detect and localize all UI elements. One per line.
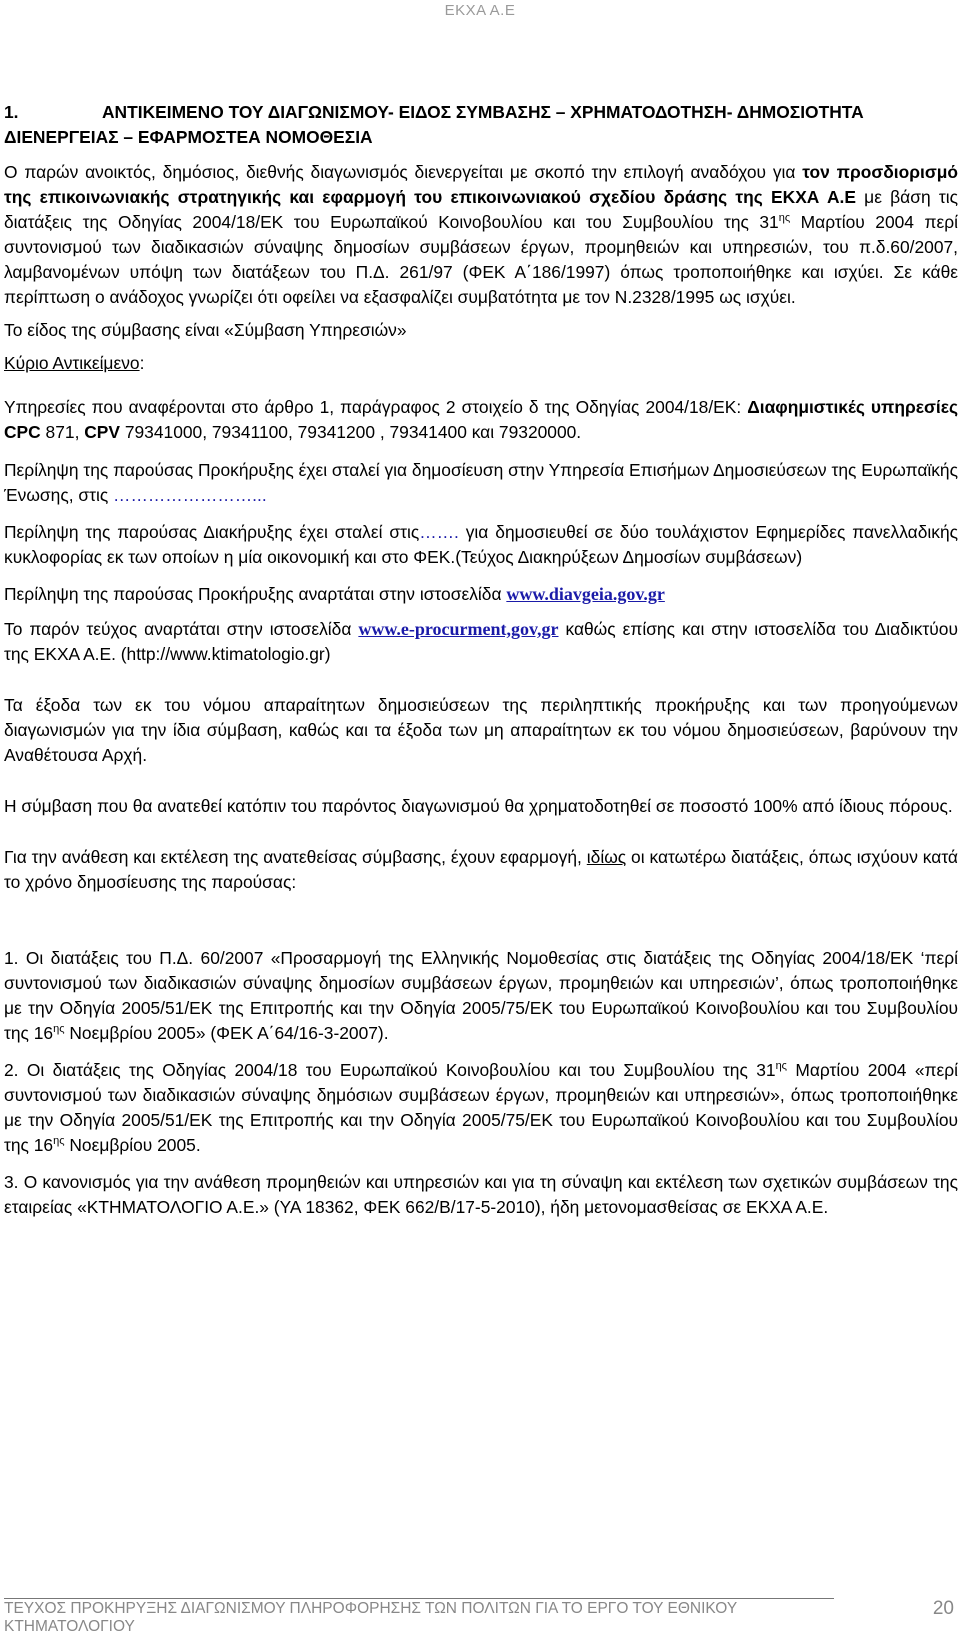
page-header: ΕΚΧΑ Α.Ε	[444, 2, 516, 19]
eprocurement-text-2: καθώς επίσης και στην ιστοσελίδα του Διαδικτύου της ΕΚΧΑ Α.Ε. (http://www.ktimatologio.gr)	[4, 619, 958, 664]
main-object-colon: :	[139, 353, 145, 373]
item-2-sup: ης	[775, 1060, 787, 1072]
intro-text-2: με βάση τις διατάξεις της Οδηγίας 2004/18/ΕΚ του Ευρωπαϊκού Κοινοβουλίου και του Συμβουλίου της 31	[4, 187, 958, 232]
services-text-1: Υπηρεσίες που αναφέρονται στο άρθρο 1, παράγραφος 2 στοιχείο δ της Οδηγίας 2004/18/ΕΚ:	[4, 397, 748, 417]
eprocurement-paragraph	[4, 617, 958, 667]
page-number: 20	[932, 1598, 954, 1619]
eprocurement-text-1: Το παρόν τεύχος αναρτάται στην ιστοσελίδα	[4, 619, 359, 639]
intro-paragraph	[4, 160, 958, 310]
intro-bold: τον προσδιορισμό της επικοινωνιακής στρατηγικής και εφαρμογή του επικοινωνιακού σχεδίου δράσης της ΕΚΧΑ Α.Ε	[4, 162, 958, 207]
section-heading	[4, 100, 958, 150]
summary-press-dots: …….	[419, 522, 459, 542]
intro-sup: ης	[778, 212, 791, 224]
eprocurement-link[interactable]: www.e-procurment,gov,gr	[358, 619, 559, 639]
diavgeia-text: Περίληψη της παρούσας Προκήρυξης αναρτάται στην ιστοσελίδα	[4, 584, 507, 604]
applicable-underlined: ιδίως	[586, 847, 627, 867]
item-2-text-1: 2. Οι διατάξεις της Οδηγίας 2004/18 του Ευρωπαϊκού Κοινοβουλίου και του Συμβουλίου της 31	[4, 1060, 776, 1080]
summary-eu-dots: ……………………...	[113, 485, 267, 505]
intro-text-3: Μαρτίου 2004 περί συντονισμού των διαδικασιών σύναψης δημοσίων συμβάσεων έργων, προμηθειών και υπηρεσιών, του π.δ.60/2007, λαμβανομένων υπόψη των διατάξεων του Π.Δ. 261/97 (ΦΕΚ Α΄186/1997) όπως τροποποιήθηκε και ισχύει. Σε κάθε περίπτωση ο ανάδοχος γνωρίζει ότι οφείλει να εξασφαλίζει συμβατότητα με τον Ν.2328/1995 ως ισχύει.	[4, 212, 958, 307]
applicable-text-1: Για την ανάθεση και εκτέλεση της ανατεθείσας σύμβασης, έχουν εφαρμογή,	[4, 847, 587, 867]
item-2-sup-2: ης	[53, 1135, 65, 1147]
footer-divider	[4, 1598, 834, 1599]
summary-press-text-2: για δημοσιευθεί σε δύο τουλάχιστον Εφημερίδες πανελλαδικής κυκλοφορίας εκ των οποίων η μία οικονομική και στο ΦΕΚ.(Τεύχος Διακηρύξεων Δημοσίων συμβάσεων)	[4, 522, 958, 567]
summary-eu-paragraph	[4, 458, 958, 508]
summary-eu-text: Περίληψη της παρούσας Προκήρυξης έχει σταλεί για δημοσίευση στην Υπηρεσία Επισήμων Δημοσιεύσεων της Ευρωπαϊκής Ένωσης, στις	[4, 460, 958, 505]
applicable-paragraph	[4, 845, 958, 895]
services-bold-1: Διαφημιστικές υπηρεσίες CPC	[4, 397, 958, 442]
list-item	[4, 946, 958, 1046]
item-2-text-2: Μαρτίου 2004 «περί συντονισμού των διαδικασιών σύναψης δημόσιων συμβάσεων έργων, προμηθειών και υπηρεσιών», όπως τροποποιήθηκε με την Οδηγία 2005/51/ΕΚ της Επιτροπής και την Οδηγία 2005/75/ΕΚ του Ευρωπαϊκού Κοινοβουλίου και του Συμβουλίου της 16	[4, 1060, 959, 1155]
diavgeia-link[interactable]: www.diavgeia.gov.gr	[506, 584, 665, 604]
services-bold-2: CPV	[84, 422, 120, 442]
document-body	[4, 100, 958, 1220]
footer-text: ΤΕΥΧΟΣ ΠΡΟΚΗΡΥΞΗΣ ΔΙΑΓΩΝΙΣΜΟΥ ΠΛΗΡΟΦΟΡΗΣΗΣ ΤΩΝ ΠΟΛΙΤΩΝ ΓΙΑ ΤΟ ΕΡΓΟ ΤΟΥ ΕΘΝΙΚΟΥ ΚΤΗΜΑΤΟΛΟΓΙΟΥ	[4, 1600, 737, 1635]
services-text-2: 871,	[40, 422, 85, 442]
financing-paragraph: Η σύμβαση που θα ανατεθεί κατόπιν του παρόντος διαγωνισμού θα χρηματοδοτηθεί σε ποσοστό 100% από ίδιους πόρους.	[4, 796, 953, 816]
list-item	[4, 1058, 958, 1158]
contract-type: Το είδος της σύμβασης είναι «Σύμβαση Υπηρεσιών»	[4, 320, 407, 340]
item-1-text-2: Νοεμβρίου 2005» (ΦΕΚ Α΄64/16-3-2007).	[64, 1023, 389, 1043]
intro-text-1: Ο παρών ανοικτός, δημόσιος, διεθνής διαγωνισμός διενεργείται με σκοπό την επιλογή αναδόχου για	[4, 162, 803, 182]
diavgeia-paragraph	[4, 582, 958, 607]
services-paragraph	[4, 395, 958, 445]
costs-paragraph: Τα έξοδα των εκ του νόμου απαραίτητων δημοσιεύσεων της περιληπτικής προκήρυξης και των προηγούμενων διαγωνισμών για την ίδια σύμβαση, καθώς και τα έξοδα των μη απαραίτητων εκ του νόμου δημοσιεύσεων, βαρύνουν την Αναθέτουσα Αρχή.	[4, 695, 958, 765]
summary-press-paragraph	[4, 520, 958, 570]
services-text-3: 79341000, 79341100, 79341200 , 79341400 και 79320000.	[120, 422, 582, 442]
summary-press-text-1: Περίληψη της παρούσας Διακήρυξης έχει σταλεί στις	[4, 522, 420, 542]
applicable-text-2: οι κατωτέρω διατάξεις, όπως ισχύουν κατά το χρόνο δημοσίευσης της παρούσας:	[4, 847, 958, 892]
section-title: ΑΝΤΙΚΕΙΜΕΝΟ ΤΟΥ ΔΙΑΓΩΝΙΣΜΟΥ- ΕΙΔΟΣ ΣΥΜΒΑΣΗΣ – ΧΡΗΜΑΤΟΔΟΤΗΣΗ- ΔΗΜΟΣΙΟΤΗΤΑ ΔΙΕΝΕΡΓΕΙΑΣ – ΕΦΑΡΜΟΣΤΕΑ ΝΟΜΟΘΕΣΙΑ	[4, 102, 864, 147]
item-1-sup: ης	[53, 1023, 65, 1035]
section-number: 1.	[4, 102, 19, 122]
main-object-line	[4, 351, 958, 376]
item-1-text-1: 1. Οι διατάξεις του Π.Δ. 60/2007 «Προσαρμογή της Ελληνικής Νομοθεσίας στις διατάξεις της Οδηγίας 2004/18/ΕΚ ‘περί συντονισμού των διαδικασιών σύναψης δημοσίων συμβάσεων έργων, προμηθειών και υπηρεσιών’, όπως τροποποιήθηκε με την Οδηγία 2005/51/ΕΚ της Επιτροπής και την Οδηγία 2005/75/ΕΚ του Ευρωπαϊκού Κοινοβουλίου και του Συμβουλίου της 16	[4, 948, 958, 1043]
list-item: 3. Ο κανονισμός για την ανάθεση προμηθειών και υπηρεσιών και για τη σύναψη και εκτέλεση των σχετικών συμβάσεων της εταιρείας «ΚΤΗΜΑΤΟΛΟΓΙΟ Α.Ε.» (ΥΑ 18362, ΦΕΚ 662/Β/17-5-2010), ήδη μετονομασθείσας σε ΕΚΧΑ Α.Ε.	[4, 1172, 958, 1217]
item-2-text-3: Νοεμβρίου 2005.	[64, 1135, 201, 1155]
main-object-label: Κύριο Αντικείμενο	[4, 353, 140, 373]
